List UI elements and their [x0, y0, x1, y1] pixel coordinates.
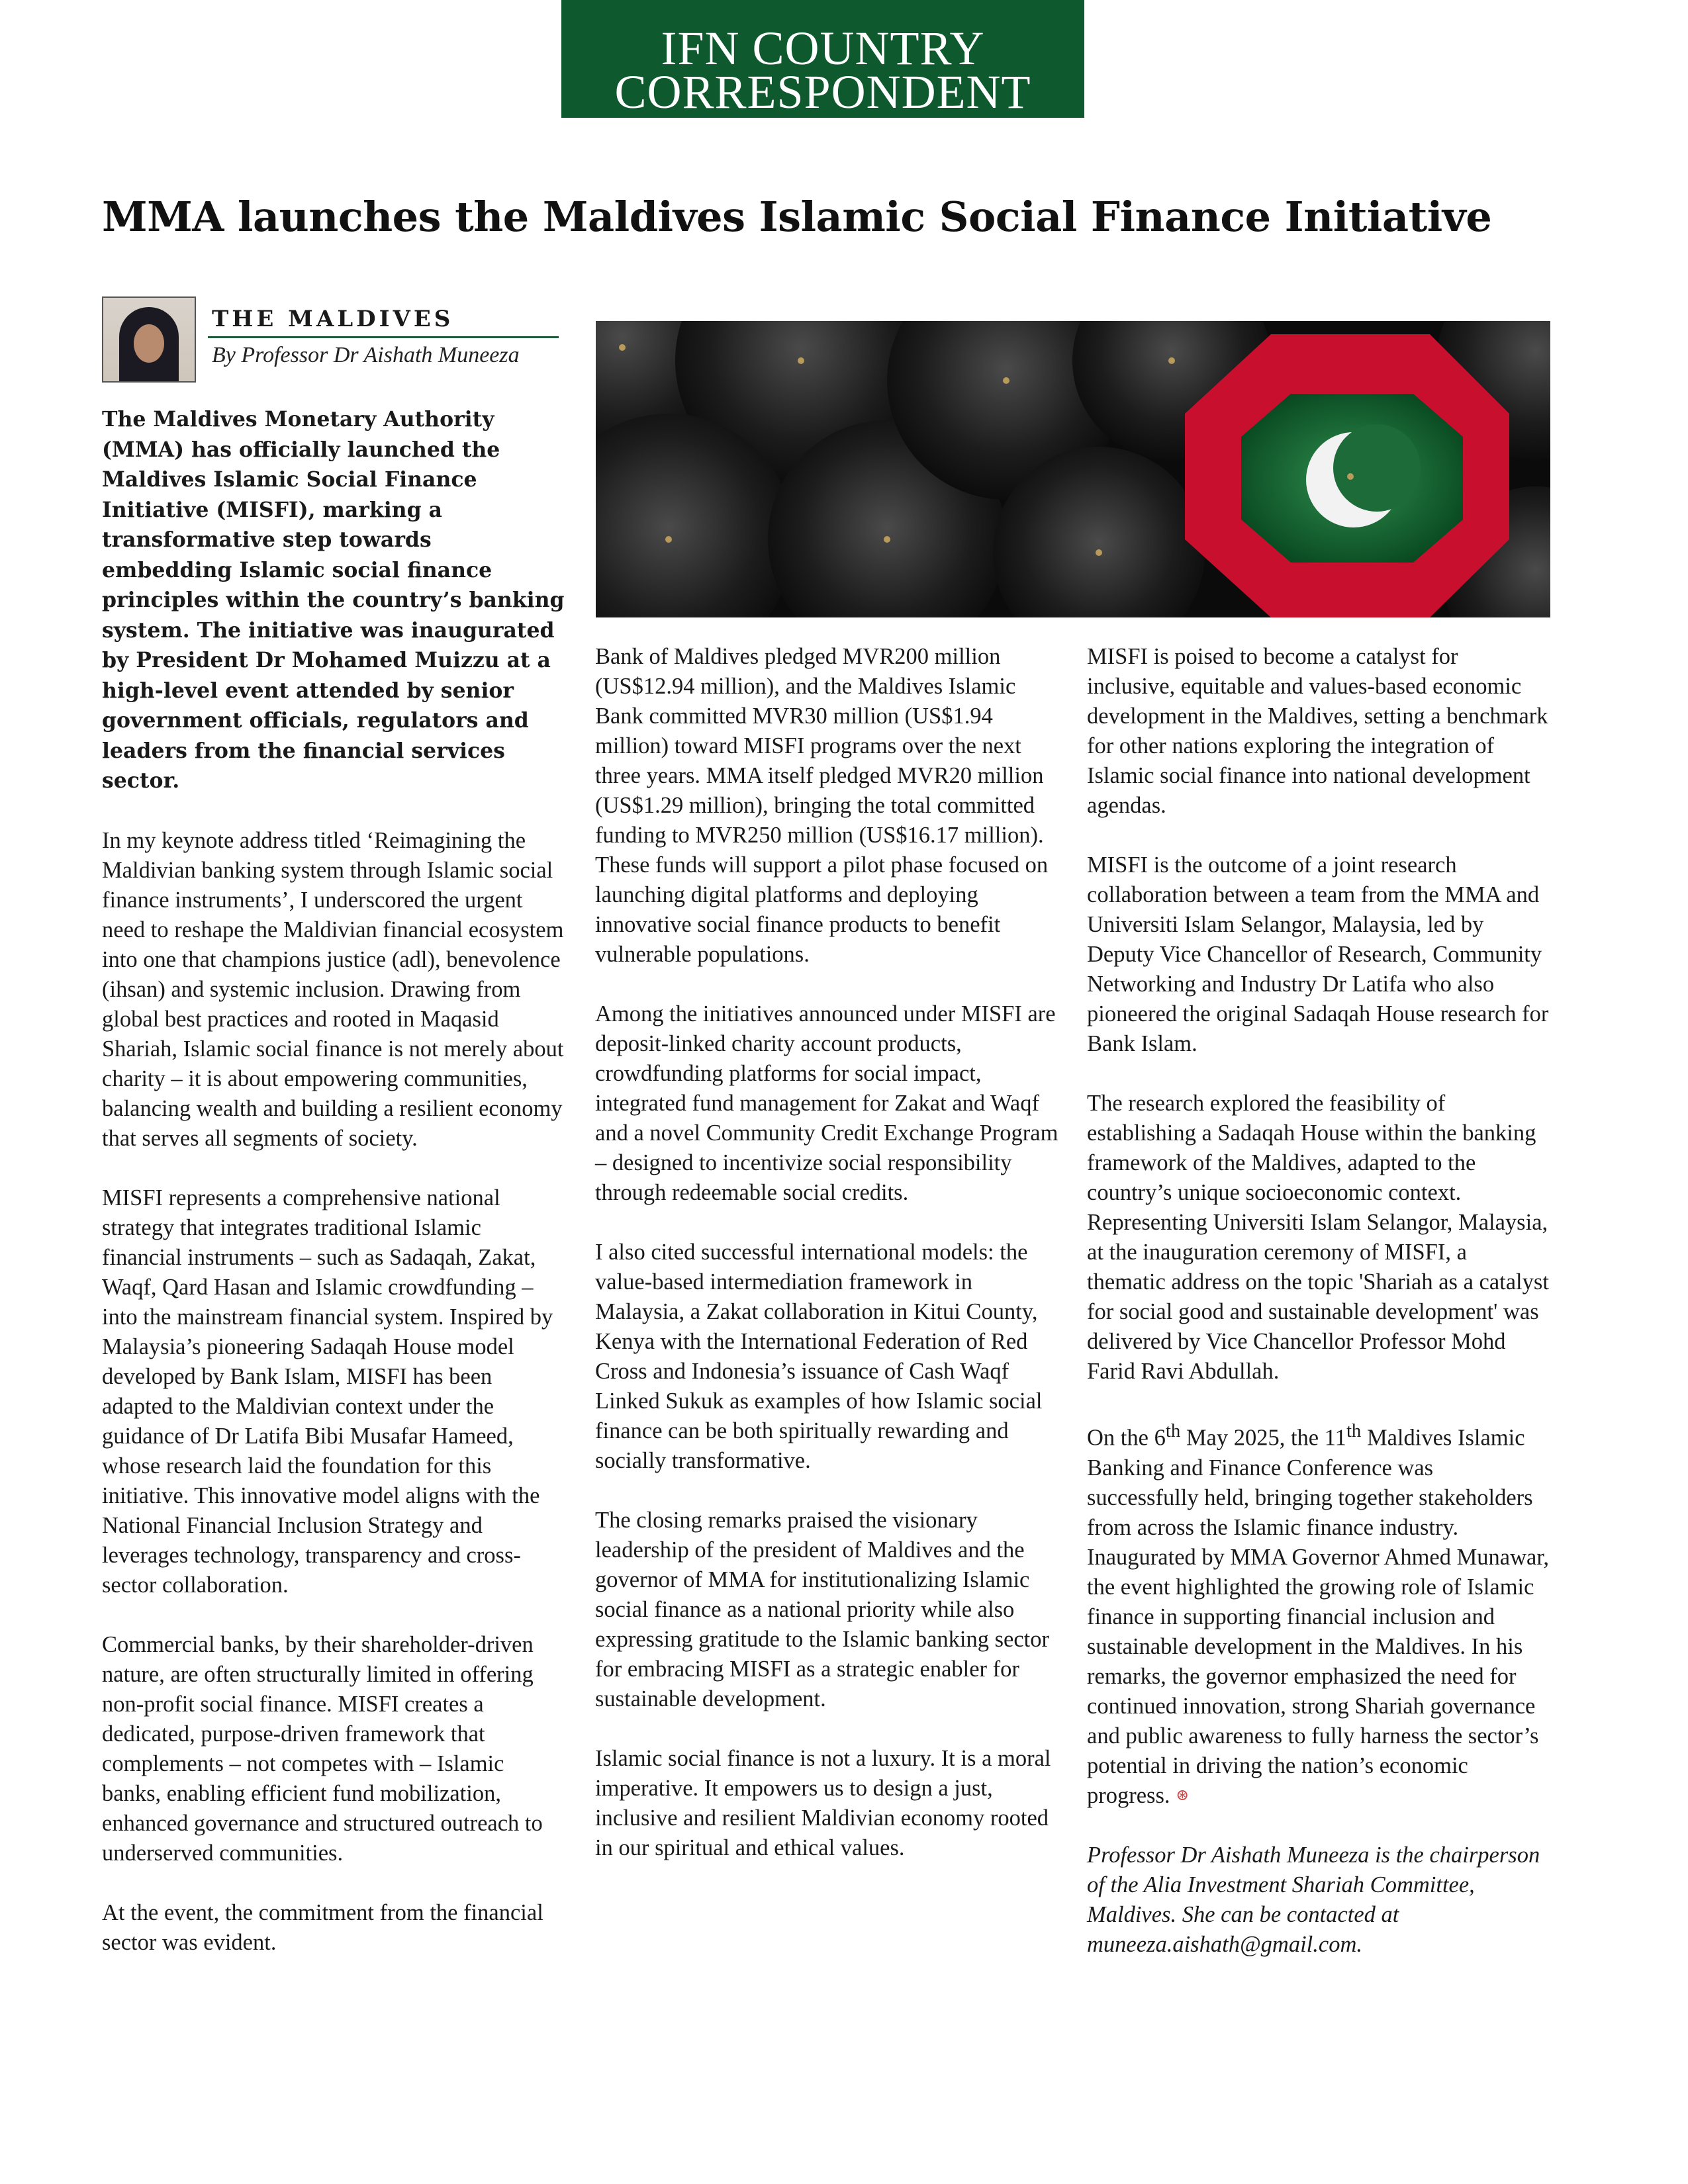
author-block — [102, 296, 559, 383]
paragraph: The closing remarks praised the visionary leadership of the president of Maldives and the governor of MMA for institutionalizing Islamic social finance as a national priority while also expressing gratitude to the Islamic banking sector for embracing MISFI as a strategic enabler for sustainable development. — [595, 1508, 1049, 1711]
banner-line-1: IFN COUNTRY — [661, 22, 985, 75]
column-1 — [102, 404, 565, 1987]
paragraph: Bank of Maldives pledged MVR200 million (US$12.94 million), and the Maldives Islamic Bank committed MVR30 million (US$1.94 million) toward MISFI programs over the next three years. MMA itself pledged MVR20 million (US$1.29 million), bringing the total committed funding to MVR250 million (US$16.17 million). These funds will support a pilot phase focused on launching digital platforms and deploying innovative social finance products to benefit vulnerable populations. — [595, 644, 1049, 967]
superscript: th — [1165, 1420, 1181, 1441]
paragraph: MISFI is poised to become a catalyst for inclusive, equitable and values-based economic development in the Maldives, setting a benchmark for other nations exploring the integration of Islamic social finance into national development agendas. — [1087, 644, 1548, 818]
paragraph: Among the initiatives announced under MISFI are deposit-linked charity account products, crowdfunding platforms for social impact, integrated fund management for Zakat and Waqf and a novel Community Credit Exchange Program – designed to incentivize social responsibility through redeemable social credits. — [595, 1001, 1058, 1205]
country-label: THE MALDIVES — [212, 306, 454, 332]
author-byline: By Professor Dr Aishath Muneeza — [212, 343, 520, 367]
banner-line-2: CORRESPONDENT — [614, 66, 1031, 118]
ifn-end-icon: ⊛ — [1176, 1786, 1190, 1804]
text-run: Maldives Islamic Banking and Finance Conference was successfully held, bringing together stakeholders from across the Islamic finance industry. Inaugurated by MMA Governor Ahmed Munawar, the event highlighted the growing role of Islamic finance in supporting financial inclusion and sustainable development in the Maldives. In his remarks, the governor emphasized the need for continued innovation, strong Shariah governance and public awareness to fully harness the sector’s potential in driving the nation’s economic progress. — [1087, 1425, 1550, 1808]
author-avatar — [102, 296, 196, 383]
paragraph: At the event, the commitment from the financial sector was evident. — [102, 1899, 543, 1955]
paragraph: I also cited successful international models: the value-based intermediation framework in Malaysia, a Zakat collaboration in Kitui County, Kenya with the International Federation of Red Cross and Indonesia’s issuance of Cash Waqf Linked Sukuk as examples of how Islamic social finance can be both spiritually rewarding and socially transformative. — [595, 1240, 1043, 1473]
paragraph: The research explored the feasibility of establishing a Sadaqah House within the banking framework of the Maldives, adapted to the country’s unique socioeconomic context. Representing Universiti Islam Selangor, Malaysia, at the inauguration ceremony of MISFI, a thematic address on the topic 'Shariah as a catalyst for social good and sustainable development' was delivered by Vice Chancellor Professor Mohd Farid Ravi Abdullah. — [1087, 1091, 1549, 1384]
lead-paragraph: The Maldives Monetary Authority (MMA) has officially launched the Maldives Islamic Social Finance Initiative (MISFI), marking a transformative step towards embedding Islamic social finance principles within the country’s banking system. The initiative was inaugurated by President Dr Mohamed Muizzu at a high-level event attended by senior government officials, regulators and leaders from the financial services sector. — [102, 407, 565, 793]
text-run: On the 6 — [1087, 1425, 1166, 1451]
paragraph: In my keynote address titled ‘Reimagining the Maldivian banking system through Islamic social finance instruments’, I underscored the urgent need to reshape the Maldivian financial ecosystem into one that champions justice (adl), benevolence (ihsan) and systemic inclusion. Drawing from global best practices and rooted in Maqasid Shariah, Islamic social finance is not merely about charity – it is about empowering communities, balancing wealth and building a resilient economy that serves all segments of society. — [102, 827, 564, 1151]
paragraph: MISFI is the outcome of a joint research collaboration between a team from the MMA and Universiti Islam Selangor, Malaysia, led by Deputy Vice Chancellor of Research, Community Networking and Industry Dr Latifa who also pioneered the original Sadaqah House research for Bank Islam. — [1087, 852, 1549, 1056]
author-divider — [208, 336, 559, 338]
column-2 — [595, 642, 1058, 1893]
text-run: May 2025, the 11 — [1180, 1425, 1346, 1451]
paragraph: Commercial banks, by their shareholder-driven nature, are often structurally limited in offering non-profit social finance. MISFI creates a dedicated, purpose-driven framework that complements – not competes with – Islamic banks, enabling efficient fund mobilization, enhanced governance and structured outreach to underserved communities. — [102, 1631, 543, 1866]
paragraph: MISFI represents a comprehensive national strategy that integrates traditional Islamic financial instruments – such as Sadaqah, Zakat, Waqf, Qard Hasan and Islamic crowdfunding – into the mainstream financial system. Inspired by Malaysia’s pioneering Sadaqah House model developed by Bank Islam, MISFI has been adapted to the Maldivian context under the guidance of Dr Latifa Bibi Musafar Hameed, whose research laid the foundation for this initiative. This innovative model aligns with the National Financial Inclusion Strategy and leverages technology, transparency and cross-sector collaboration. — [102, 1185, 553, 1598]
column-3 — [1087, 642, 1550, 1989]
section-banner — [561, 0, 1084, 118]
article-headline: MMA launches the Maldives Islamic Social Finance Initiative — [102, 193, 1492, 241]
superscript: th — [1346, 1420, 1362, 1441]
umbrellas-flag-photo — [596, 321, 1550, 617]
paragraph — [1087, 1416, 1550, 1811]
paragraph: Islamic social finance is not a luxury. It is a moral imperative. It empowers us to design a just, inclusive and resilient Maldivian economy rooted in our spiritual and ethical values. — [595, 1746, 1051, 1860]
author-bio: Professor Dr Aishath Muneeza is the chairperson of the Alia Investment Shariah Committee, Maldives. She can be contacted at muneeza.aishath@gmail.com. — [1087, 1842, 1540, 1957]
